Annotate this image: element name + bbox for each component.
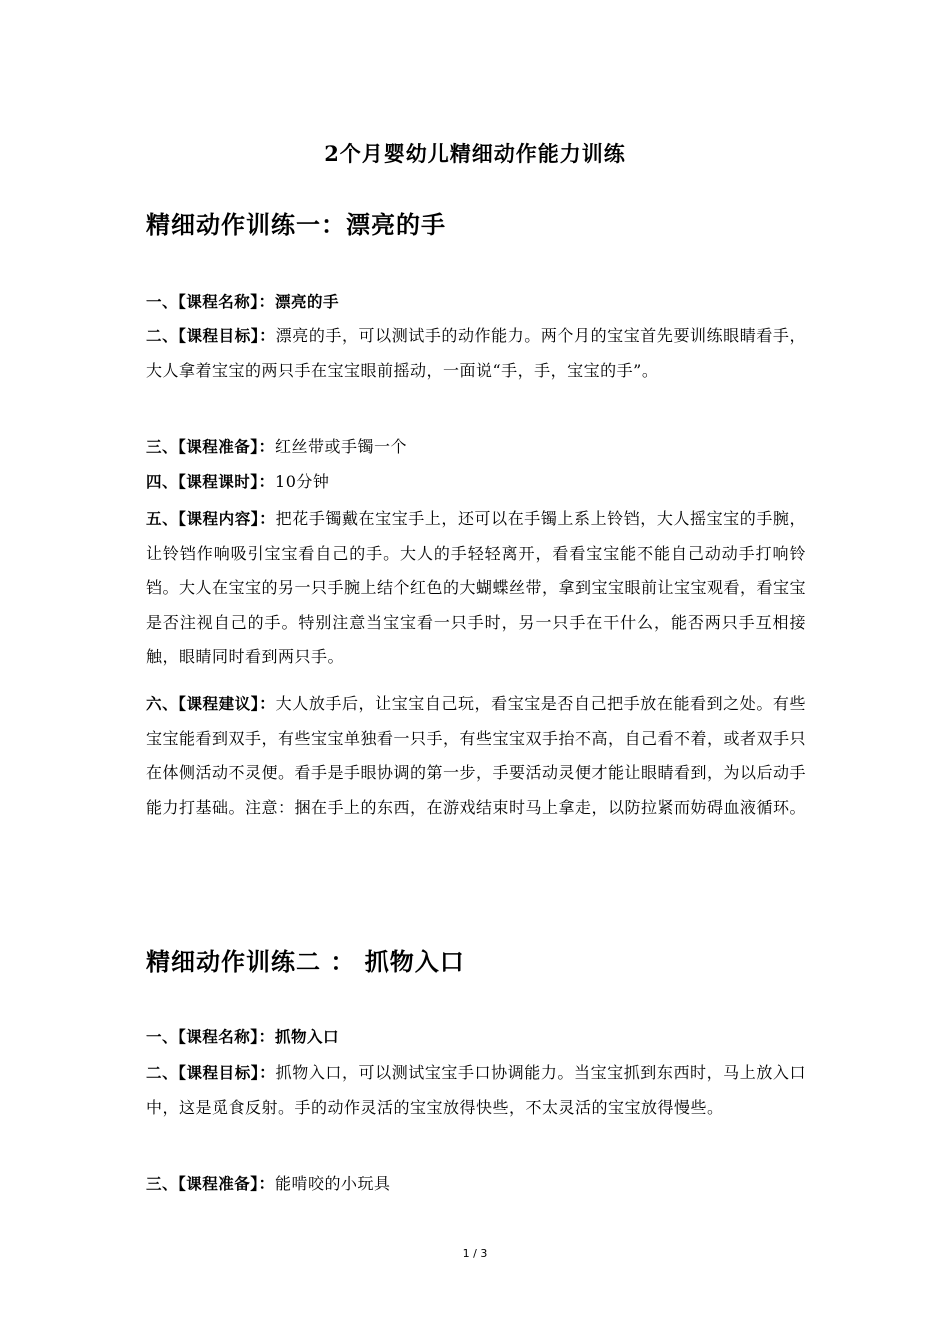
- item-separator: ：: [258, 437, 276, 456]
- item-text: 把花手镯戴在宝宝手上，还可以在手镯上系上铃铛，大人摇宝宝的手腕，让铃铛作响吸引宝宝看自己的手。大人的手轻轻离开，看看宝宝能不能自己动动手打响铃铛。大人在宝宝的另一只手腕上结个红色的大蝴蝶丝带，拿到宝宝眼前让宝宝观看，看宝宝是否注视自己的手。特别注意当宝宝看一只手时，另一只手在干什么，能否两只手互相接触，眼睛同时看到两只手。: [146, 509, 807, 666]
- item-label: 一、【课程名称】: [146, 293, 259, 311]
- course-duration-item: [146, 465, 806, 500]
- section-heading-1: 精细动作训练一：漂亮的手: [146, 211, 446, 239]
- item-separator: ：: [258, 1027, 276, 1046]
- course-goal-item: [146, 1056, 806, 1125]
- item-separator: ：: [258, 292, 276, 311]
- item-separator: ：: [259, 1063, 276, 1082]
- course-advice-item: [146, 687, 806, 825]
- item-separator: ：: [259, 326, 276, 345]
- item-label: 三、【课程准备】: [146, 438, 259, 456]
- item-text: 漂亮的手: [275, 293, 340, 311]
- item-text: 漂亮的手，可以测试手的动作能力。两个月的宝宝首先要训练眼睛看手，大人拿着宝宝的两只手在宝宝眼前摇动，一面说“手，手，宝宝的手”。: [146, 326, 806, 380]
- section-heading-2: 精细动作训练二 ： 抓物入口: [146, 948, 465, 976]
- item-separator: ：: [258, 472, 276, 491]
- item-label: 二、【课程目标】: [146, 327, 260, 345]
- course-name-item: [146, 285, 806, 320]
- item-label: 四、【课程课时】: [146, 473, 259, 491]
- course-preparation-item: [146, 430, 806, 465]
- item-label: 五、【课程内容】: [146, 510, 260, 528]
- item-separator: ：: [259, 509, 276, 528]
- item-separator: ：: [259, 694, 276, 713]
- item-label: 三、【课程准备】: [146, 1175, 259, 1193]
- course-goal-item: [146, 319, 806, 388]
- item-separator: ：: [258, 1174, 276, 1193]
- course-preparation-item: [146, 1167, 806, 1202]
- item-label: 一、【课程名称】: [146, 1028, 259, 1046]
- course-name-item: [146, 1020, 806, 1055]
- item-text: 10分钟: [275, 472, 330, 491]
- item-label: 六、【课程建议】: [146, 695, 260, 713]
- item-text: 能啃咬的小玩具: [275, 1174, 391, 1193]
- item-label: 二、【课程目标】: [146, 1064, 260, 1082]
- course-content-item: [146, 502, 806, 675]
- item-text: 抓物入口，可以测试宝宝手口协调能力。当宝宝抓到东西时，马上放入口中，这是觅食反射。手的动作灵活的宝宝放得快些，不太灵活的宝宝放得慢些。: [146, 1063, 806, 1117]
- item-text: 红丝带或手镯一个: [275, 437, 408, 456]
- document-title: 2个月婴幼儿精细动作能力训练: [324, 141, 626, 166]
- item-text: 抓物入口: [275, 1028, 340, 1046]
- item-text: 大人放手后，让宝宝自己玩，看宝宝是否自己把手放在能看到之处。有些宝宝能看到双手，有些宝宝单独看一只手，有些宝宝双手抬不高，自己看不着，或者双手只在体侧活动不灵便。看手是手眼协调的第一步，手要活动灵便才能让眼睛看到，为以后动手能力打基础。注意：捆在手上的东西，在游戏结束时马上拿走，以防拉紧而妨碍血液循环。: [146, 694, 807, 817]
- page-number: 1 / 3: [462, 1247, 488, 1260]
